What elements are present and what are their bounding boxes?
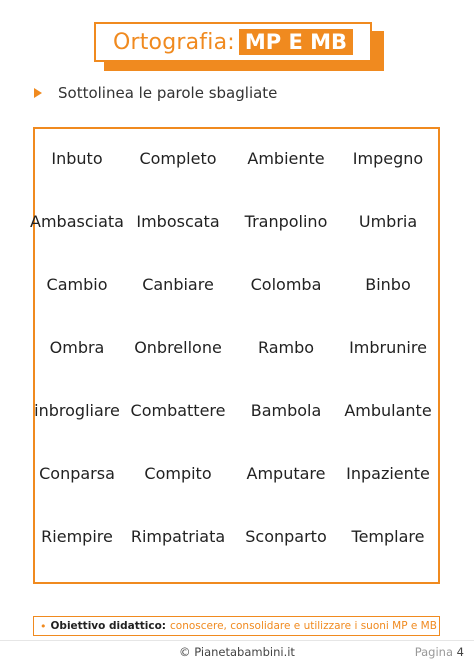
word-item[interactable]: Colomba bbox=[250, 275, 322, 294]
word-item[interactable]: Canbiare bbox=[142, 275, 214, 294]
word-item[interactable]: Riempire bbox=[41, 527, 113, 546]
word-item[interactable]: Umbria bbox=[358, 212, 418, 231]
word-item[interactable]: Inbuto bbox=[51, 149, 103, 168]
title-main: Ortografia: bbox=[112, 29, 235, 55]
word-item[interactable]: Inpaziente bbox=[346, 464, 430, 483]
word-item[interactable]: Rimpatriata bbox=[130, 527, 226, 546]
word-item[interactable]: Completo bbox=[139, 149, 217, 168]
word-item[interactable]: Conparsa bbox=[39, 464, 115, 483]
instruction-text: Sottolinea le parole sbagliate bbox=[58, 84, 278, 102]
word-item[interactable]: Combattere bbox=[130, 401, 226, 420]
triangle-bullet-icon bbox=[34, 88, 42, 98]
instruction-row bbox=[34, 84, 277, 102]
footer-divider bbox=[0, 640, 474, 641]
word-item[interactable]: Sconparto bbox=[245, 527, 327, 546]
word-item[interactable]: Impegno bbox=[352, 149, 424, 168]
objective-box bbox=[33, 616, 440, 636]
word-panel bbox=[30, 127, 440, 584]
objective-text: conoscere, consolidare e utilizzare i suoni MP e MB bbox=[170, 620, 437, 632]
word-item[interactable]: Binbo bbox=[365, 275, 411, 294]
word-item[interactable]: Ambulante bbox=[344, 401, 432, 420]
word-item[interactable]: Onbrellone bbox=[134, 338, 222, 357]
footer-site[interactable]: © Pianetabambini.it bbox=[179, 645, 295, 659]
word-item[interactable]: Amputare bbox=[246, 464, 326, 483]
word-item[interactable]: Imbrunire bbox=[349, 338, 427, 357]
footer-page bbox=[415, 645, 464, 659]
footer-page-label: Pagina bbox=[414, 645, 454, 659]
word-item[interactable]: Templare bbox=[351, 527, 425, 546]
objective-label: Obiettivo didattico: bbox=[50, 620, 167, 632]
word-item[interactable]: Ombra bbox=[49, 338, 105, 357]
word-item[interactable]: Imboscata bbox=[136, 212, 220, 231]
word-item[interactable]: Cambio bbox=[46, 275, 108, 294]
page-title bbox=[94, 22, 372, 62]
word-item[interactable]: Compito bbox=[144, 464, 212, 483]
word-item[interactable]: Rambo bbox=[257, 338, 315, 357]
word-item[interactable]: Ambasciata bbox=[30, 212, 124, 231]
objective-dot-icon: • bbox=[40, 619, 47, 633]
word-item[interactable]: Bambola bbox=[250, 401, 322, 420]
word-item[interactable]: Tranpolino bbox=[244, 212, 328, 231]
title-highlight: MP E MB bbox=[239, 29, 353, 55]
word-item[interactable]: inbrogliare bbox=[34, 401, 120, 420]
footer-page-number: 4 bbox=[456, 645, 464, 659]
word-item[interactable]: Ambiente bbox=[247, 149, 325, 168]
